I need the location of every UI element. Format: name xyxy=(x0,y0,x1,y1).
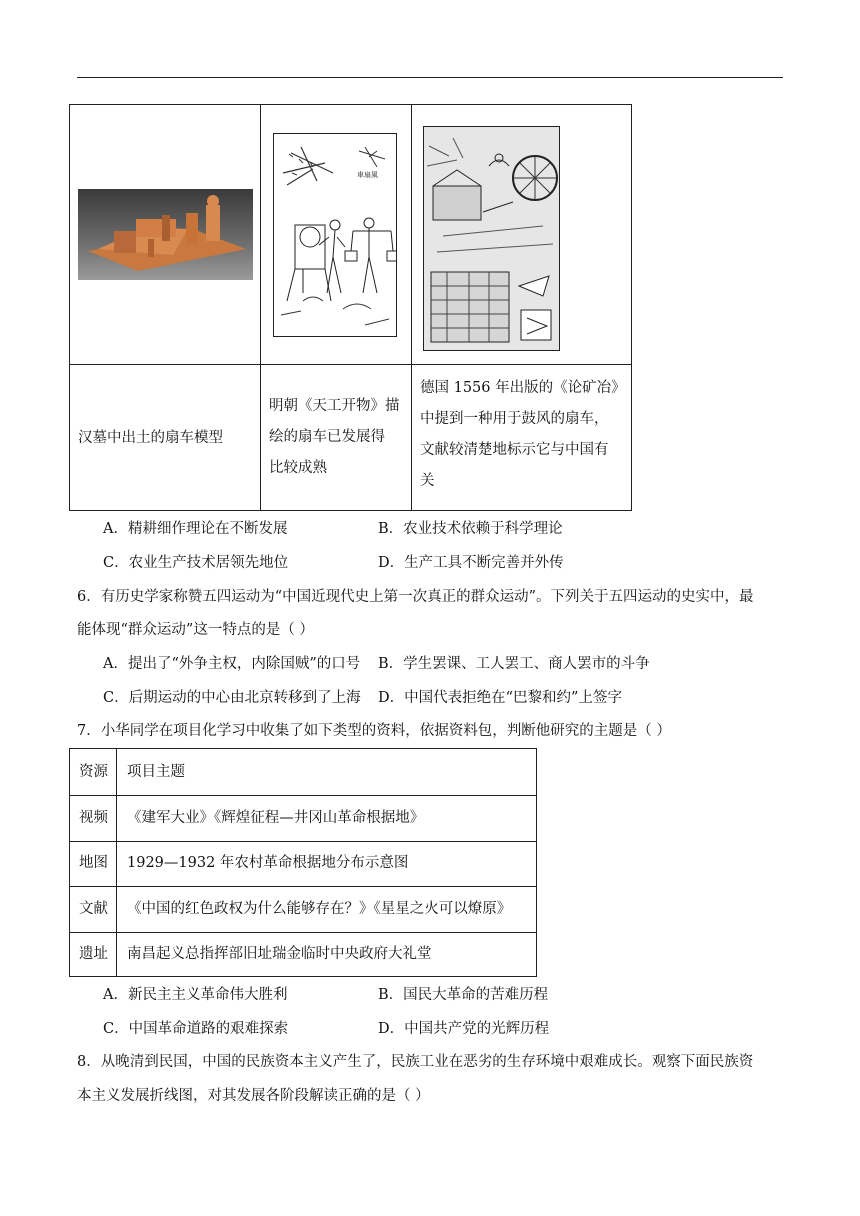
svg-text:車扇風: 車扇風 xyxy=(357,171,378,179)
table-cell: 视频 xyxy=(79,810,108,826)
table-header-cell: 资源 xyxy=(79,764,108,780)
q5-option-c[interactable]: C．农业生产技术居领先地位 xyxy=(103,555,289,571)
clay-winnowing-fan-model-photo xyxy=(78,189,253,280)
table-divider xyxy=(116,749,117,976)
caption-line: 中提到一种用于鼓风的扇车， xyxy=(420,411,609,427)
q7-option-b[interactable]: B．国民大革命的苦难历程 xyxy=(378,987,549,1003)
q6-stem-line1: 6．有历史学家称赞五四运动为“中国近现代史上第一次真正的群众运动”。下列关于五四运动的史实中，最 xyxy=(77,589,754,605)
table-cell: 1929—1932 年农村革命根据地分布示意图 xyxy=(127,855,409,871)
table-divider xyxy=(70,886,536,887)
q8-stem-line1: 8．从晚清到民国，中国的民族资本主义产生了，民族工业在恶劣的生存环境中艰难成长。观察下面民族资 xyxy=(77,1054,754,1070)
caption-1 xyxy=(78,423,223,454)
table-divider xyxy=(260,105,261,510)
caption-line: 明朝《天工开物》描 xyxy=(269,398,400,414)
q6-option-b[interactable]: B．学生罢课、工人罢工、商人罢市的斗争 xyxy=(378,656,650,672)
caption-line: 文献较清楚地标示它与中国有 xyxy=(420,442,609,458)
table-cell: 《中国的红色政权为什么能够存在？》《星星之火可以燎原》 xyxy=(127,901,512,917)
caption-line: 绘的扇车已发展得 xyxy=(269,429,385,445)
table-divider xyxy=(70,364,631,365)
caption-line: 关 xyxy=(420,473,435,489)
q8-stem-line2: 本主义发展折线图，对其发展各阶段解读正确的是（ ） xyxy=(77,1088,430,1104)
q7-option-a[interactable]: A．新民主主义革命伟大胜利 xyxy=(103,987,288,1003)
caption-3 xyxy=(420,373,626,497)
table-cell: 地图 xyxy=(79,855,108,871)
q6-stem-line2: 能体现“群众运动”这一特点的是（ ） xyxy=(77,622,314,638)
image-comparison-table xyxy=(69,104,632,511)
mining-bellows-woodcut xyxy=(423,126,560,351)
table-cell: 《建军大业》《辉煌征程—井冈山革命根据地》 xyxy=(127,810,425,826)
caption-line: 汉墓中出土的扇车模型 xyxy=(78,430,223,446)
table-divider xyxy=(70,795,536,796)
table-cell: 遗址 xyxy=(79,946,108,962)
header-rule xyxy=(77,77,783,78)
caption-2 xyxy=(269,391,400,484)
table-divider xyxy=(70,841,536,842)
winnowing-fan-woodcut xyxy=(273,133,397,337)
caption-line: 德国 1556 年出版的《论矿冶》 xyxy=(420,380,626,396)
table-cell: 文献 xyxy=(79,901,108,917)
q6-option-a[interactable]: A．提出了“外争主权，内除国贼”的口号 xyxy=(103,656,361,672)
q7-option-c[interactable]: C．中国革命道路的艰难探索 xyxy=(103,1021,289,1037)
q5-option-d[interactable]: D．生产工具不断完善并外传 xyxy=(378,555,564,571)
table-divider xyxy=(70,932,536,933)
q6-option-c[interactable]: C．后期运动的中心由北京转移到了上海 xyxy=(103,690,361,706)
table-divider xyxy=(411,105,412,510)
q6-option-d[interactable]: D．中国代表拒绝在“巴黎和约”上签字 xyxy=(378,690,622,706)
q5-option-b[interactable]: B．农业技术依赖于科学理论 xyxy=(378,521,563,537)
q5-option-a[interactable]: A．精耕细作理论在不断发展 xyxy=(103,521,288,537)
q7-stem: 7．小华同学在项目化学习中收集了如下类型的资料，依据资料包，判断他研究的主题是（ ） xyxy=(77,723,671,739)
caption-line: 比较成熟 xyxy=(269,460,327,476)
resource-table xyxy=(69,748,537,977)
q7-option-d[interactable]: D．中国共产党的光辉历程 xyxy=(378,1021,550,1037)
table-header-cell: 项目主题 xyxy=(127,764,185,780)
table-cell: 南昌起义总指挥部旧址瑞金临时中央政府大礼堂 xyxy=(127,946,432,962)
